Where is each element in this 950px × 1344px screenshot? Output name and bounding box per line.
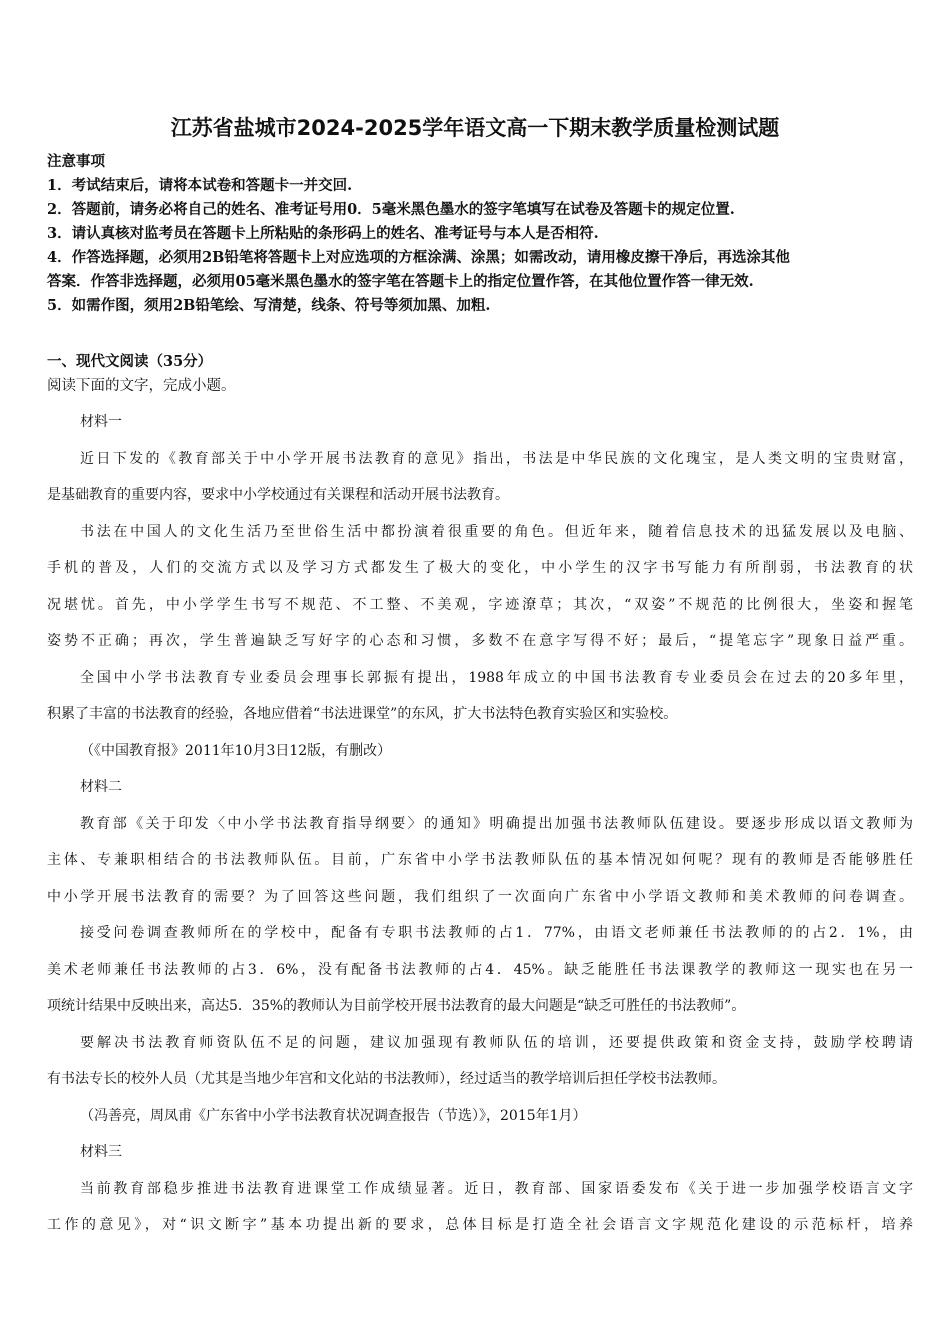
- passage-line: 美术老师兼任书法教师的占3．6%，没有配备书法教师的占4．45%。缺乏能胜任书法课教学的教师这一现实也在另一: [47, 961, 913, 978]
- passage-line: 积累了丰富的书法教育的经验，各地应借着“书法进课堂”的东风，扩大书法特色教育实验区和实验校。: [47, 706, 678, 722]
- material-label: 材料二: [80, 779, 122, 795]
- notice-item: 2．答题前，请务必将自己的姓名、准考证号用0．5毫米黑色墨水的签字笔填写在试卷及答题卡的规定位置.: [47, 201, 735, 218]
- passage-line: 项统计结果中反映出来，高达5．35%的教师认为目前学校开展书法教育的最大问题是“缺乏可胜任的书法教师”。: [47, 998, 746, 1014]
- passage-line: 况堪忧。首先，中小学学生书写不规范、不工整、不美观，字迹潦草；其次，“双姿”不规范的比例很大，坐姿和握笔: [47, 596, 913, 613]
- passage-line: 全国中小学书法教育专业委员会理事长郭振有提出，1988年成立的中国书法教育专业委员会在过去的20多年里，: [80, 669, 913, 686]
- passage-line: 书法在中国人的文化生活乃至世俗生活中都扮演着很重要的角色。但近年来，随着信息技术的迅猛发展以及电脑、: [80, 523, 913, 540]
- notice-item: 1．考试结束后，请将本试卷和答题卡一并交回.: [47, 177, 353, 194]
- material-label: 材料一: [80, 414, 122, 430]
- material-label: 材料三: [80, 1144, 122, 1160]
- passage-line: 有书法专长的校外人员（尤其是当地少年宫和文化站的书法教师），经过适当的教学培训后担任学校书法教师。: [47, 1071, 726, 1087]
- passage-line: 是基础教育的重要内容，要求中小学校通过有关课程和活动开展书法教育。: [47, 487, 509, 503]
- passage-line: 姿势不正确；再次，学生普遍缺乏写好字的心态和习惯，多数不在意字写得不好；最后，“提笔忘字”现象日益严重。: [47, 633, 913, 649]
- section-heading: 一、现代文阅读（35分）: [47, 353, 213, 370]
- notice-item: 3．请认真核对监考员在答题卡上所粘贴的条形码上的姓名、准考证号与本人是否相符.: [47, 225, 599, 242]
- notice-item: 4．作答选择题，必须用2B铅笔将答题卡上对应选项的方框涂满、涂黑；如需改动，请用橡皮擦干净后，再选涂其他: [47, 249, 790, 266]
- source-citation: （《中国教育报》2011年10月3日12版，有删改）: [80, 742, 392, 759]
- exam-title: 江苏省盐城市2024-2025学年语文高一下期末教学质量检测试题: [170, 116, 780, 140]
- notice-item: 5．如需作图，须用2B铅笔绘、写清楚，线条、符号等须加黑、加粗.: [47, 297, 491, 314]
- passage-line: 主体、专兼职相结合的书法教师队伍。目前，广东省中小学书法教师队伍的基本情况如何呢？现有的教师是否能够胜任: [47, 852, 913, 868]
- passage-line: 近日下发的《教育部关于中小学开展书法教育的意见》指出，书法是中华民族的文化瑰宝，是人类文明的宝贵财富，: [80, 450, 913, 467]
- reading-passage: [47, 404, 913, 1244]
- passage-line: 教育部《关于印发〈中小学书法教育指导纲要〉的通知》明确提出加强书法教师队伍建设。要逐步形成以语文教师为: [80, 815, 913, 832]
- notice-heading: 注意事项: [47, 153, 105, 170]
- section-instruction: 阅读下面的文字，完成小题。: [47, 378, 236, 394]
- notice-item: 答案．作答非选择题，必须用05毫米黑色墨水的签字笔在答题卡上的指定位置作答，在其他位置作答一律无效.: [47, 273, 754, 290]
- passage-line: 要解决书法教育师资队伍不足的问题，建议加强现有教师队伍的培训，还要提供政策和资金支持，鼓励学校聘请: [80, 1034, 913, 1051]
- passage-line: 中小学开展书法教育的需要？为了回答这些问题，我们组织了一次面向广东省中小学语文教师和美术教师的问卷调查。: [47, 888, 913, 905]
- passage-line: 手机的普及，人们的交流方式以及学习方式都发生了极大的变化，中小学生的汉字书写能力有所削弱，书法教育的状: [47, 560, 913, 576]
- passage-line: 工作的意见》，对“识文断字”基本功提出新的要求，总体目标是打造全社会语言文字规范化建设的示范标杆，培养: [47, 1217, 913, 1233]
- passage-line: 当前教育部稳步推进书法教育进课堂工作成绩显著。近日，教育部、国家语委发布《关于进一步加强学校语言文字: [80, 1180, 913, 1197]
- notice-section: [47, 150, 917, 318]
- passage-line: 接受问卷调查教师所在的学校中，配备有专职书法教师的占1．77%，由语文老师兼任书法教师的的占2．1%，由: [80, 925, 913, 941]
- source-citation: （冯善亮，周凤甫《广东省中小学书法教育状况调查报告（节选）》，2015年1月）: [80, 1107, 587, 1124]
